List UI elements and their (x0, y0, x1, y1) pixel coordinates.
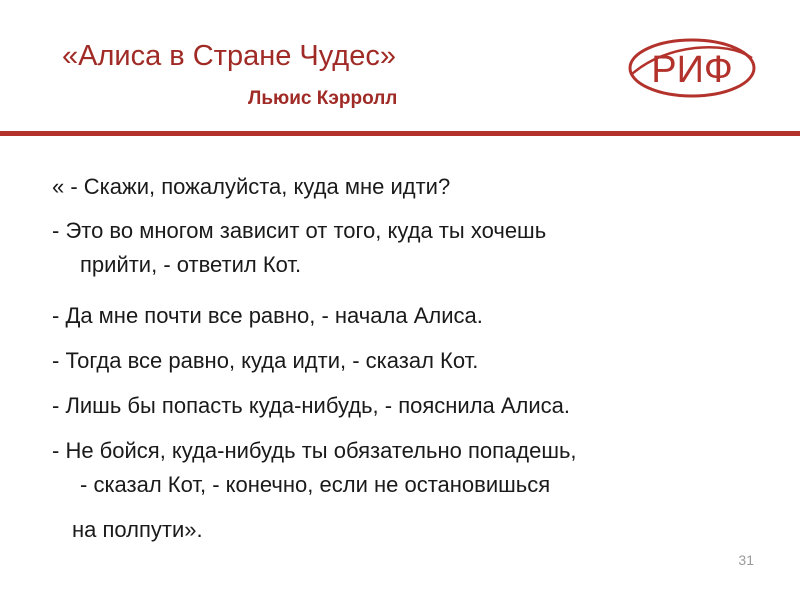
dialogue-line: на полпути». (72, 517, 203, 542)
dialogue-line: - Лишь бы попасть куда-нибудь, - пояснила Алиса. (52, 393, 571, 418)
dialogue-line: - Не бойся, куда-нибудь ты обязательно попадешь, (52, 438, 577, 463)
page-number: 31 (738, 552, 754, 568)
rif-logo-text: РИФ (651, 49, 733, 91)
header-divider (0, 131, 800, 136)
rif-logo (626, 36, 758, 100)
slide-title: «Алиса в Стране Чудес» (62, 40, 396, 72)
dialogue-line: - Это во многом зависит от того, куда ты хочешь (52, 218, 547, 243)
dialogue-line: - Тогда все равно, куда идти, - сказал Кот. (52, 348, 479, 373)
slide-author: Льюис Кэрролл (248, 88, 398, 109)
dialogue-line: - сказал Кот, - конечно, если не остановишься (80, 472, 551, 497)
dialogue-line: « - Скажи, пожалуйста, куда мне идти? (52, 174, 451, 199)
dialogue-line: - Да мне почти все равно, - начала Алиса. (52, 303, 483, 328)
rif-logo-graphic (626, 36, 758, 100)
dialogue-line: прийти, - ответил Кот. (80, 252, 302, 277)
